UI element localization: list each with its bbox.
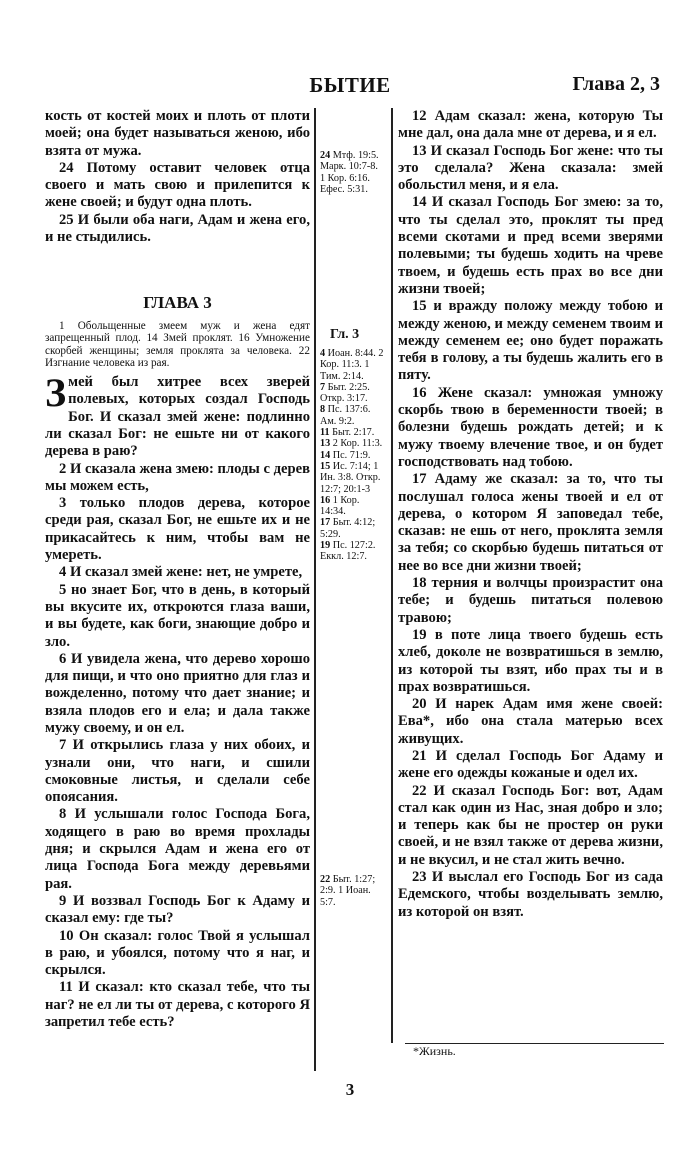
verse-7: 7 И открылись глаза у них обоих, и узнали они, что наги, и сшили смоковные листья, и сделали себе опоясания.: [45, 737, 310, 806]
xref-text: 1 Кор. 14:34.: [320, 494, 360, 518]
verse-20: 20 И нарек Адам имя жене своей: Ева*, ибо она стала матерью всех живущих.: [398, 696, 663, 747]
verse-5: 5 но знает Бог, что в день, в который вы вкусите их, откроются глаза ваши, и вы будете, как боги, знающие добро и зло.: [45, 581, 310, 650]
xref-verse-number: 14: [320, 449, 331, 461]
xref-verse-number: 13: [320, 438, 331, 450]
xref-verse-number: 7: [320, 381, 326, 393]
verse-6: 6 И увидела жена, что дерево хорошо для пищи, и что оно приятно для глаз и вожделенно, потому что дает знание; и взяла плодов его и ела; и дала также мужу своему, и он ел.: [45, 650, 310, 736]
xref-verse-number: 8: [320, 404, 326, 416]
verse-12: 12 Адам сказал: жена, которую Ты мне дал, она дала мне от дерева, и я ел.: [398, 108, 663, 142]
xref-entry: [320, 450, 384, 461]
xref-entry: [320, 438, 384, 449]
xref-text: Пс. 71:9.: [332, 449, 371, 461]
verse-18: 18 терния и волчцы произрастит она тебе; и будешь питаться полевою травою;: [398, 575, 663, 626]
footnote: *Жизнь.: [413, 1044, 456, 1058]
verse-17: 17 Адаму же сказал: за то, что ты послушал голоса жены твоей и ел от дерева, о котором Я заповедал тебе, сказав: не ешь от него, проклята земля за тебя; со скорбью будешь питаться от нее во все дни жизни твоей;: [398, 471, 663, 574]
verse-23: 23 И выслал его Господь Бог из сада Едемского, чтобы возделывать землю, из которой он взят.: [398, 869, 663, 920]
right-column: [398, 108, 663, 921]
xref-verse-number: 4: [320, 348, 326, 359]
xref-text: Ис. 7:14; 1 Ин. 3:8. Откр. 12:7; 20:1-3: [320, 460, 381, 495]
column-divider-left: [314, 108, 316, 1071]
xref-text: Быт. 2:25. Откр. 3:17.: [320, 381, 370, 405]
book-title: БЫТИЕ: [309, 73, 391, 97]
verse-16: 16 Жене сказал: умножая умножу скорбь твою в беременности твоей; в болезни будешь рождать детей; и к мужу твоему влечение твое, и он будет господствовать над тобою.: [398, 384, 663, 470]
verse-13: 13 И сказал Господь Бог жене: что ты это сделала? Жена сказала: змей обольстил меня, и я ела.: [398, 142, 663, 194]
verse-24: 24 Потому оставит человек отца своего и мать свою и прилепится к жене своей; и будут одна плоть.: [45, 159, 310, 211]
left-column: [45, 108, 310, 1031]
xref-text: Быт. 2:17.: [332, 427, 375, 439]
verse-21: 21 И сделал Господь Бог Адаму и жене его одежды кожаные и одел их.: [398, 747, 663, 782]
xref-entry: [320, 382, 384, 405]
verse-10: 10 Он сказал: голос Твой я услышал в раю, и убоялся, потому что я наг, и скрылся.: [45, 927, 310, 979]
verse-3: 3 только плодов дерева, которое среди рая, сказал Бог, не ешьте их и не прикасайтесь к ним, чтобы вам не умереть.: [45, 495, 310, 564]
xref-entry: [320, 348, 384, 382]
xref-text: Мтф. 19:5. Марк. 10:7-8. 1 Кор. 6:16. Ефес. 5:31.: [320, 150, 379, 195]
verse-continuation: кость от костей моих и плоть от плоти моей; она будет называться женою, ибо взята от мужа.: [45, 108, 310, 159]
verse-14: 14 И сказал Господь Бог змею: за то, что ты сделал это, проклят ты пред всеми скотами и пред всеми зверями полевыми; ты будешь ходить на чреве твоем, и будешь есть прах во все дни жизни твоей;: [398, 194, 663, 297]
verse-4: 4 И сказал змей жене: нет, не умрете,: [59, 564, 303, 581]
chapter-3-heading: ГЛАВА 3: [143, 293, 212, 313]
xref-verse-number: 24: [320, 150, 331, 161]
verse-1: [45, 370, 310, 460]
verse-1-text: мей был хитрее всех зверей полевых, которых создал Господь Бог. И сказал змей жене: подлинно ли сказал Бог: не ешьте ни от какого дерева в раю?: [45, 374, 310, 460]
xref-entry: [320, 540, 384, 563]
xref-entry: [320, 495, 384, 518]
cross-references-top: [320, 150, 384, 195]
cross-references-chapter-3: [320, 348, 384, 563]
verse-2: 2 И сказала жена змею: плоды с дерев мы можем есть,: [45, 460, 310, 494]
xref-entry: [320, 427, 384, 438]
page-number: 3: [345, 1080, 355, 1099]
xref-entry: [320, 461, 384, 495]
verse-22: 22 И сказал Господь Бог: вот, Адам стал как один из Нас, зная добро и зло; и теперь как бы не простер он руки своей, и не взял также от дерева жизни, и не вкусил, и не стал жить вечно.: [398, 782, 663, 868]
drop-cap: З: [45, 370, 67, 416]
cross-references-chapter-label: Гл. 3: [330, 327, 360, 342]
verse-19: 19 в поте лица твоего будешь есть хлеб, доколе не возвратишься в землю, из которой ты взят, ибо прах ты и в прах возвратишься.: [398, 626, 663, 695]
chapter-3-summary: 1 Обольщенные змеем муж и жена едят запрещенный плод. 14 Змей проклят. 16 Умножение скорбей женщины; земля проклята за человека. 22 Изгнание человека из рая.: [45, 319, 310, 370]
xref-verse-number: 15: [320, 460, 331, 472]
verse-8: 8 И услышали голос Господа Бога, ходящего в раю во время прохлады дня; и скрылся Адам и жена его от лица Господа Бога между деревьями рая.: [45, 806, 310, 892]
xref-text: Быт. 4:12; 5:29.: [320, 517, 376, 540]
xref-entry: [320, 404, 384, 427]
xref-verse-number: 16: [320, 494, 331, 506]
verse-15: 15 и вражду положу между тобою и между женою, и между семенем твоим и между семенем ее; оно будет поражать тебя в голову, а ты будешь жалить его в пяту.: [398, 298, 663, 384]
cross-references-bottom: [320, 874, 384, 908]
xref-entry: [320, 517, 384, 540]
verse-25: 25 И были оба наги, Адам и жена его, и не стыдились.: [45, 211, 310, 246]
xref-verse-number: 11: [320, 427, 330, 439]
xref-verse-number: 19: [320, 540, 331, 552]
xref-verse-number: 17: [320, 517, 331, 529]
xref-verse-number: 22: [320, 874, 331, 885]
verse-11: 11 И сказал: кто сказал тебе, что ты наг? не ел ли ты от дерева, с которого Я запретил тебе есть?: [45, 979, 310, 1031]
xref-text: Пс. 137:6. Ам. 9:2.: [320, 404, 371, 427]
xref-text: 2 Кор. 11:3.: [332, 438, 383, 450]
verse-9: 9 И воззвал Господь Бог к Адаму и сказал ему: где ты?: [45, 892, 310, 927]
xref-text: Быт. 1:27; 2:9. 1 Иоан. 5:7.: [320, 874, 376, 908]
chapter-reference: Глава 2, 3: [572, 73, 660, 95]
column-divider-right: [391, 108, 393, 1043]
xref-text: Иоан. 8:44. 2 Кор. 11:3. 1 Тим. 2:14.: [320, 348, 384, 382]
xref-text: Пс. 127:2. Еккл. 12:7.: [320, 540, 376, 563]
